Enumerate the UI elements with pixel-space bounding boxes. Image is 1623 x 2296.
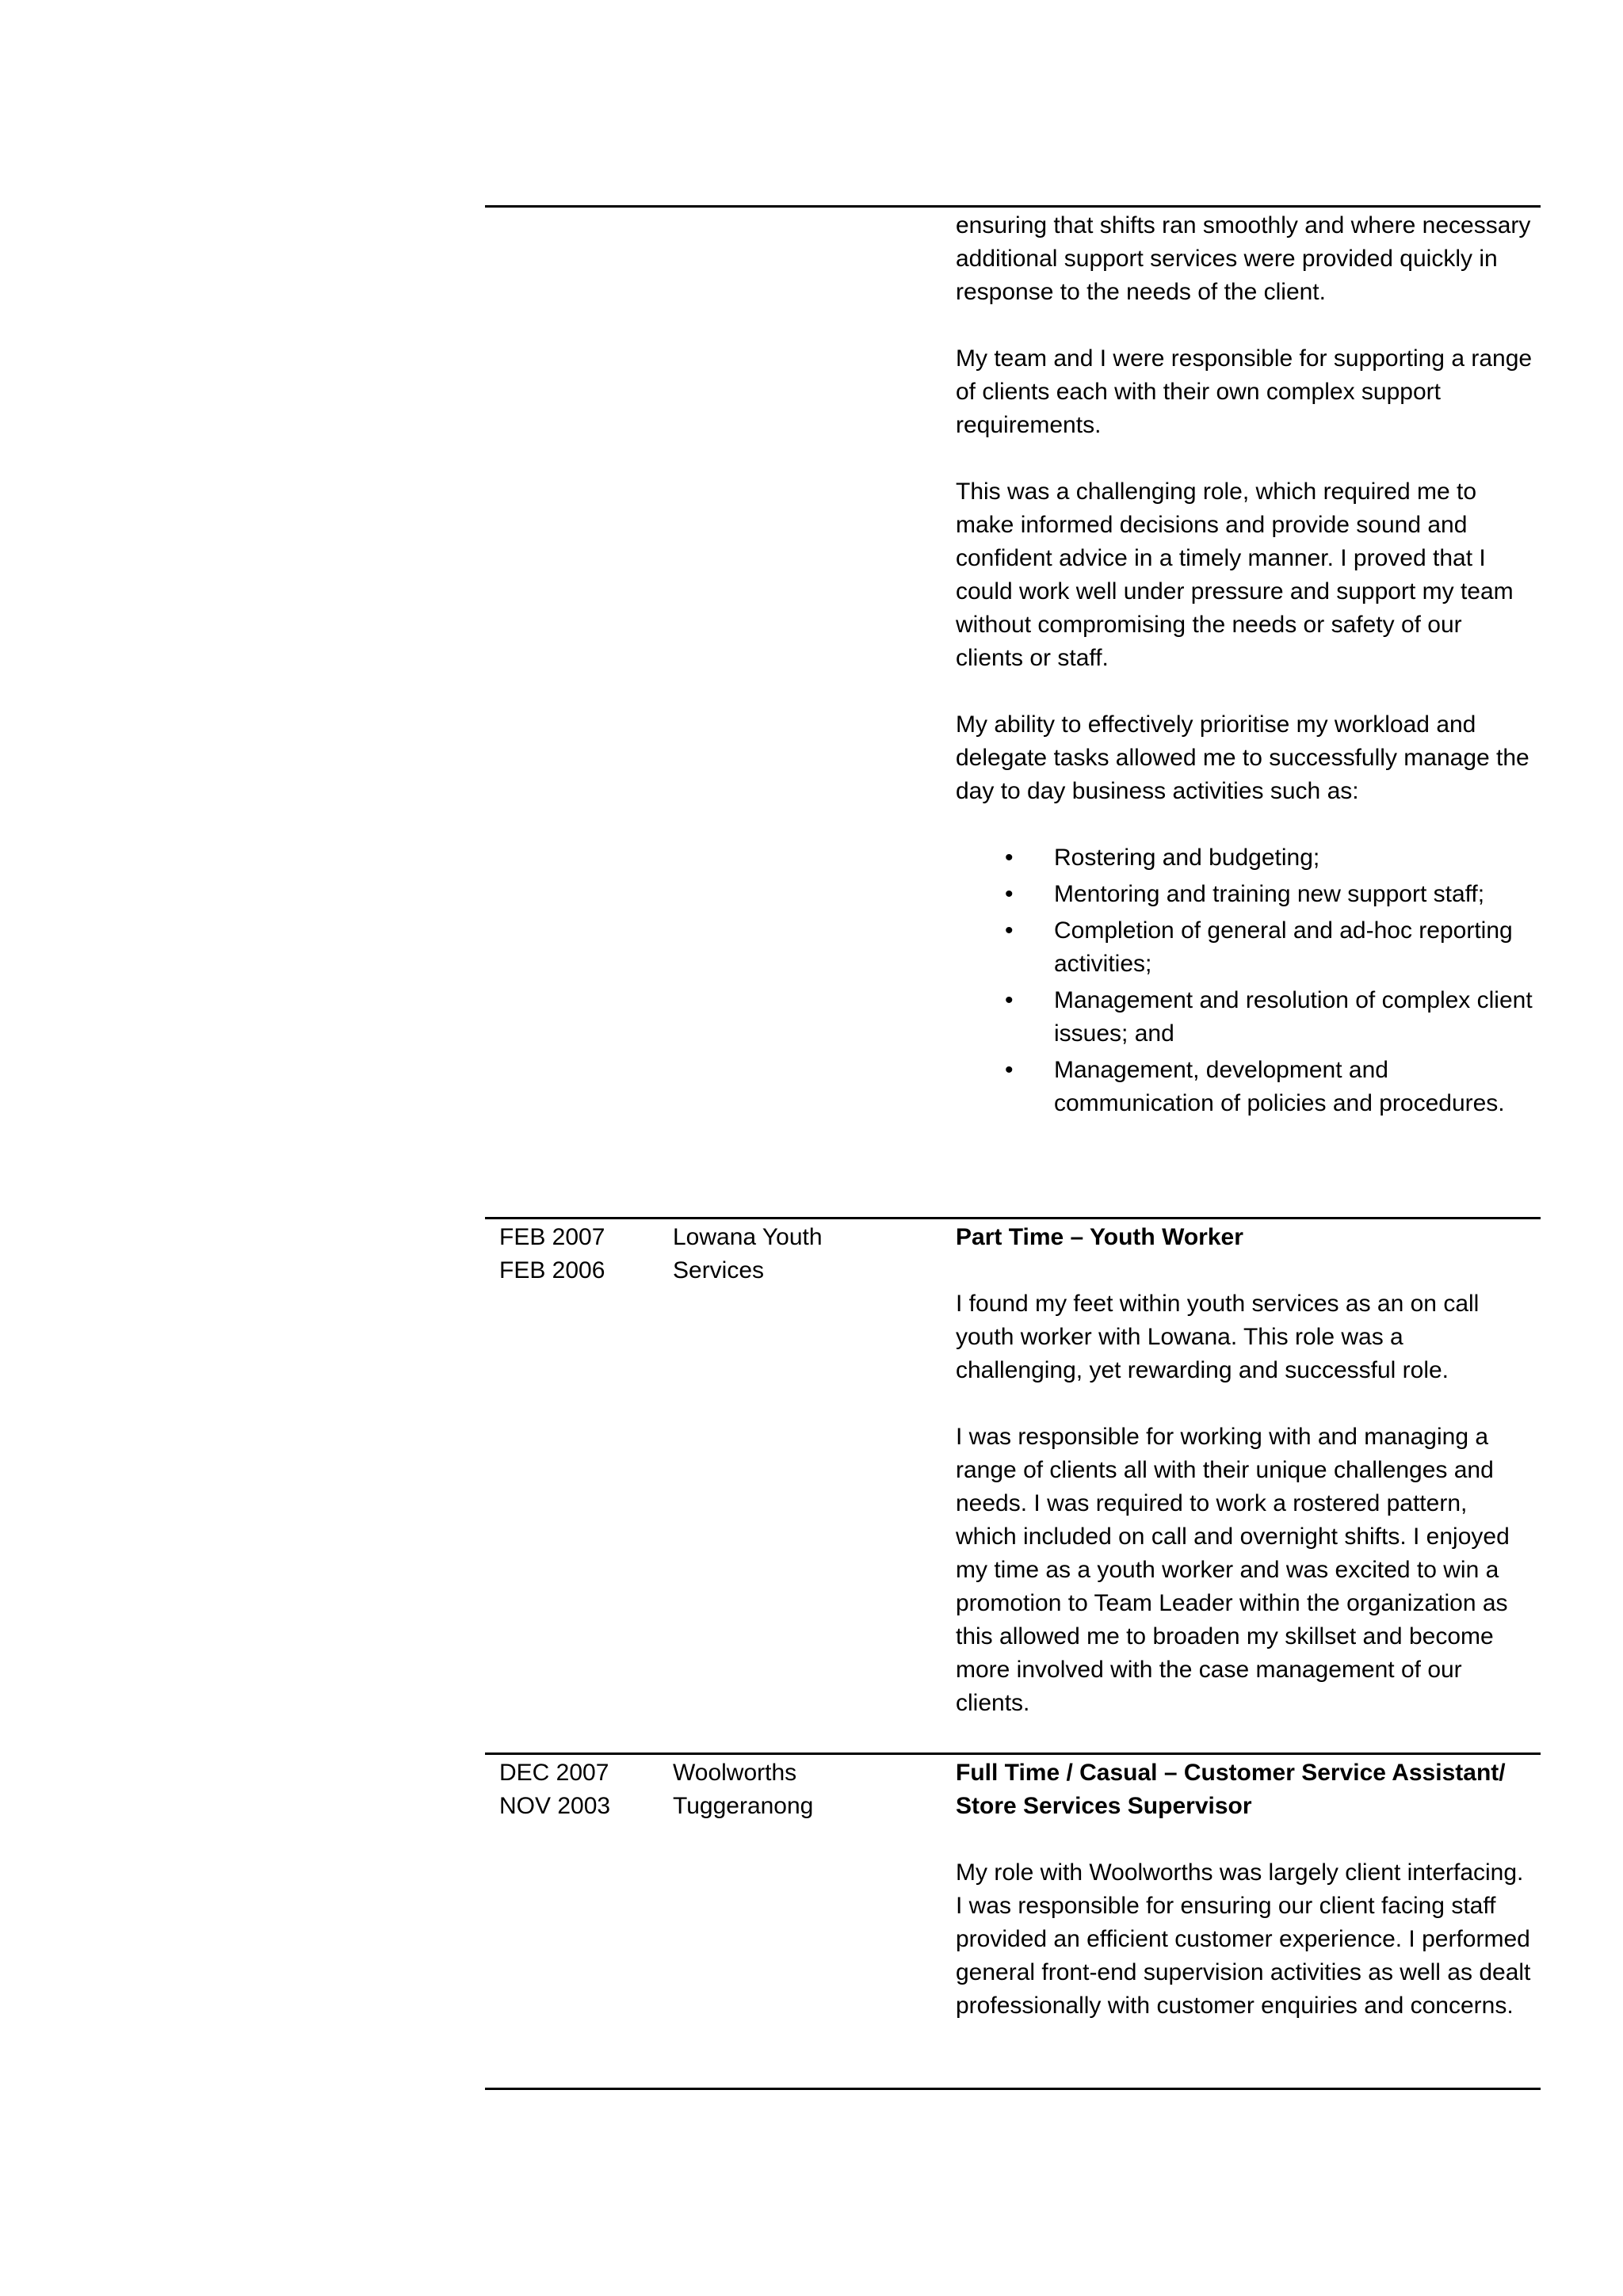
paragraph: My role with Woolworths was largely client interfacing. I was responsible for ensuring our client facing staff provided an efficient customer experience. I performed general front-end supervision activities as well as dealt professionally with customer enquiries and concerns. bbox=[956, 1859, 1531, 2019]
org-name: Woolworths bbox=[673, 1760, 797, 1786]
job-title: Full Time / Casual – Customer Service Assistant/ Store Services Supervisor bbox=[956, 1760, 1506, 1819]
bullet-icon: • bbox=[1005, 1057, 1014, 1083]
paragraph: I was responsible for working with and managing a range of clients all with their unique challenges and needs. I was required to work a rostered pattern, which included on call and overnight shifts. I enjoyed my time as a youth worker and was excited to win a promotion to Team Leader within the organization as this allowed me to broaden my skillset and become more involved with the case management of our clients. bbox=[956, 1424, 1510, 1716]
paragraph: ensuring that shifts ran smoothly and where necessary additional support services were provided quickly in response to the needs of the client. bbox=[956, 212, 1531, 305]
list-item: • Completion of general and ad-hoc reporting activities; bbox=[956, 914, 1534, 981]
entry-organisation bbox=[673, 1221, 911, 1287]
bullet-icon: • bbox=[1005, 987, 1014, 1013]
entry-dates bbox=[499, 1221, 658, 1287]
bullet-icon: • bbox=[1005, 917, 1014, 944]
date-end: FEB 2007 bbox=[499, 1224, 605, 1250]
continued-description bbox=[956, 209, 1534, 1123]
table-rule-top bbox=[485, 205, 1541, 208]
job-title: Part Time – Youth Worker bbox=[956, 1224, 1243, 1250]
responsibilities-list bbox=[956, 841, 1534, 1120]
table-rule-bottom bbox=[485, 2088, 1541, 2090]
paragraph: This was a challenging role, which required me to make informed decisions and provide sound and confident advice in a timely manner. I proved that I could work well under pressure and support my team without compromising the needs or safety of our clients or staff. bbox=[956, 479, 1514, 671]
entry-description bbox=[956, 1756, 1534, 2023]
paragraph: I found my feet within youth services as an on call youth worker with Lowana. This role was a challenging, yet rewarding and successful role. bbox=[956, 1291, 1480, 1383]
org-name: Tuggeranong bbox=[673, 1793, 814, 1819]
org-name: Services bbox=[673, 1257, 765, 1283]
paragraph: My team and I were responsible for supporting a range of clients each with their own complex support requirements. bbox=[956, 345, 1533, 438]
paragraph: My ability to effectively prioritise my workload and delegate tasks allowed me to successfully manage the day to day business activities such as: bbox=[956, 711, 1529, 804]
bullet-icon: • bbox=[1005, 881, 1014, 907]
entry-organisation bbox=[673, 1756, 911, 1823]
org-name: Lowana Youth bbox=[673, 1224, 823, 1250]
date-end: DEC 2007 bbox=[499, 1760, 609, 1786]
list-item: • Mentoring and training new support staff; bbox=[956, 878, 1534, 911]
table-rule bbox=[485, 1753, 1541, 1755]
date-start: FEB 2006 bbox=[499, 1257, 605, 1283]
list-item: • Management and resolution of complex client issues; and bbox=[956, 984, 1534, 1051]
entry-dates bbox=[499, 1756, 658, 1823]
date-start: NOV 2003 bbox=[499, 1793, 611, 1819]
entry-description bbox=[956, 1221, 1534, 1720]
list-item: • Rostering and budgeting; bbox=[956, 841, 1534, 875]
list-item: • Management, development and communication of policies and procedures. bbox=[956, 1054, 1534, 1120]
bullet-icon: • bbox=[1005, 845, 1014, 871]
table-rule bbox=[485, 1217, 1541, 1219]
